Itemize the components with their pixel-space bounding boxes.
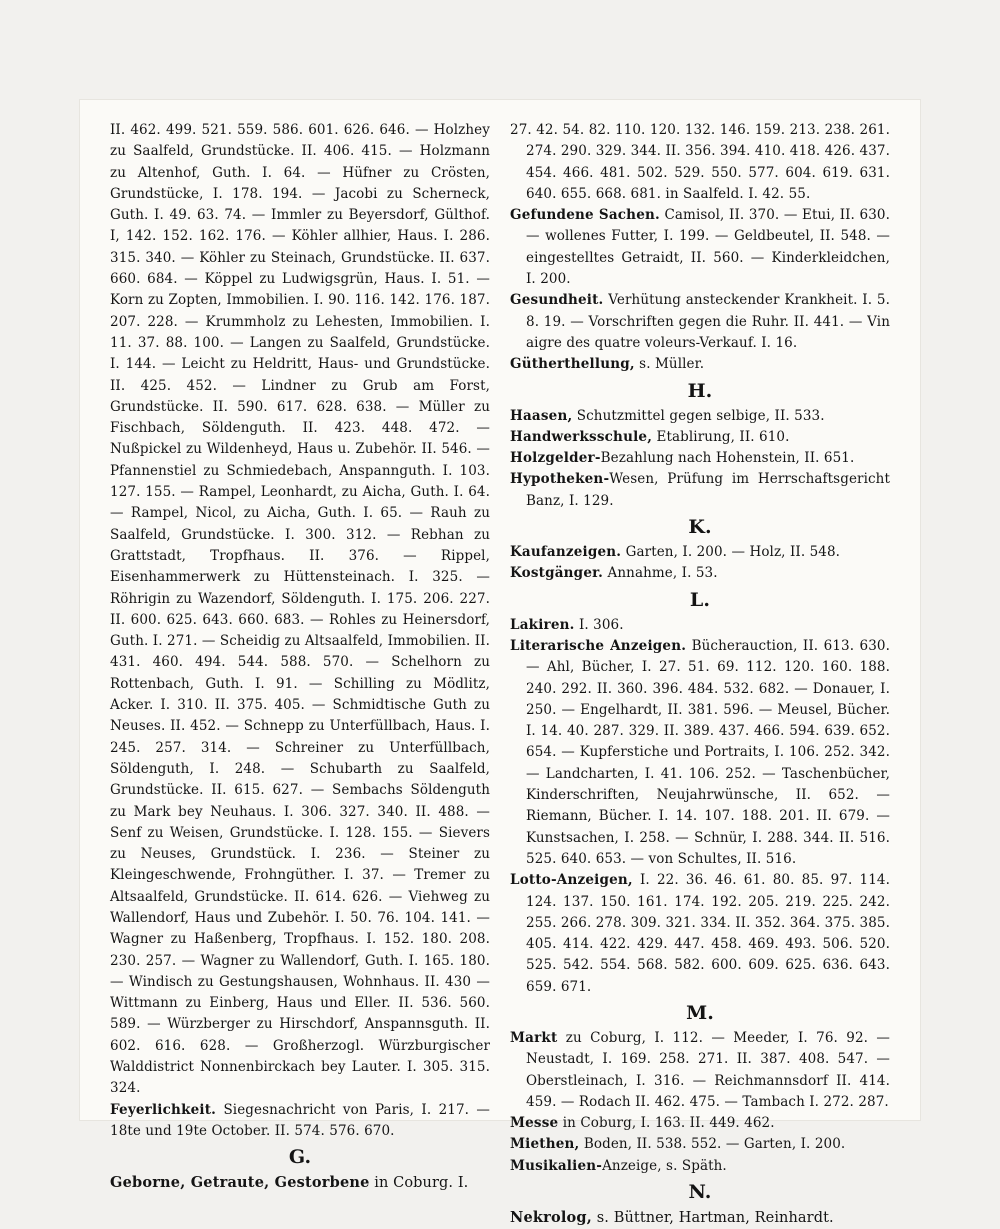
index-entry-musikalien — [510, 1156, 890, 1177]
left-column — [110, 120, 490, 1195]
index-page — [80, 100, 920, 1227]
index-entry-kostganger — [510, 563, 890, 584]
section-letter-g: G. — [288, 1146, 312, 1169]
entry-text: Bezahlung nach Hohenstein, II. 651. — [600, 450, 855, 467]
section-letter-k: K. — [688, 516, 712, 539]
entry-heading: Lotto-Anzeigen, — [510, 872, 633, 889]
entry-heading: Kostgänger. — [510, 565, 604, 582]
entry-heading: Kaufanzeigen. — [510, 544, 622, 561]
index-entry-gefundene-sachen — [510, 205, 890, 290]
entry-heading: Messe — [510, 1115, 559, 1132]
index-entry-haasen — [510, 406, 890, 427]
entry-heading: Haasen, — [510, 407, 573, 424]
index-entry-handwerksschule — [510, 427, 890, 448]
entry-heading: Hypotheken- — [510, 471, 610, 488]
index-entry-hypotheken — [510, 469, 890, 512]
entry-heading: Gesundheit. — [510, 292, 604, 309]
index-entry-markt — [510, 1028, 890, 1113]
entry-text: I. 306. — [578, 616, 624, 633]
index-entry-miethen — [510, 1134, 890, 1155]
right-column — [510, 120, 890, 1229]
index-entry-nekrolog — [510, 1207, 890, 1229]
index-entry-continuation: II. 462. 499. 521. 559. 586. 601. 626. 646. — Holzhey zu Saalfeld, Grundstücke. II. 406. 415. — Holzmann zu Altenhof, Guth. I. 64. — Hüfner zu Crösten, Grundstücke, I. 178. 194. — Jacobi zu Scherneck, Guth. I. 49. 63. 74. — Immler zu Beyersdorf, Gülthof. I, 142. 152. 162. 176. — Köhler allhier, Haus. I. 286. 315. 340. — Köhler zu Steinach, Grundstücke. II. 637. 660. 684. — Köppel zu Ludwigsgrün, Haus. I. 51. — Korn zu Zopten, Immobilien. I. 90. 116. 142. 176. 187. 207. 228. — Krummholz zu Lehesten, Immobilien. I. 11. 37. 88. 100. — Langen zu Saalfeld, Grundstücke. I. 144. — Leicht zu Heldritt, Haus- und Grundstücke. II. 425. 452. — Lindner zu Grub am Forst, Grundstücke. II. 590. 617. 628. 638. — Müller zu Fischbach, Söldenguth. II. 423. 448. 472. — Nußpickel zu Wildenheyd, Haus u. Zubehör. II. 546. — Pfannenstiel zu Schmiedebach, Anspannguth. I. 103. 127. 155. — Rampel, Leonhardt, zu Aicha, Guth. I. 64. — Rampel, Nicol, zu Aicha, Guth. I. 65. — Rauh zu Saalfeld, Grundstücke. I. 300. 312. — Rebhan zu Grattstadt, Tropfhaus. II. 376. — Rippel, Eisenhammerwerk zu Hüttensteinach. I. 325. — Röhrigin zu Wazendorf, Söldenguth. I. 175. 206. 227. II. 600. 625. 643. 660. 683. — Rohles zu Heinersdorf, Guth. I. 271. — Scheidig zu Altsaalfeld, Immobilien. II. 431. 460. 494. 544. 588. 570. — Schelhorn zu Rottenbach, Guth. I. 91. — Schilling zu Mödlitz, Acker. I. 310. II. 375. 405. — Schmidtische Guth zu Neuses. II. 452. — Schnepp zu Unterfüllbach, Haus. I. 245. 257. 314. — Schreiner zu Unterfüllbach, Söldenguth, I. 248. — Schubarth zu Saalfeld, Grundstücke. II. 615. 627. — Sembachs Söldenguth zu Mark bey Neuhaus. I. 306. 327. 340. II. 488. — Senf zu Weisen, Grundstücke. I. 128. 155. — Sievers zu Neuses, Grundstück. I. 236. — Steiner zu Kleingeschwende, Frohngüther. I. 37. — Tremer zu Altsaalfeld, Grundstücke. II. 614. 626. — Viehweg zu Wallendorf, Haus und Zubehör. I. 50. 76. 104. 141. — Wagner zu Haßenberg, Tropfhaus. I. 152. 180. 208. 230. 257. — Wagner zu Wallendorf, Guth. I. 165. 180. — Windisch zu Gestungshausen, Wohnhaus. II. 430 — Wittmann zu Einberg, Haus und Eller. II. 536. 560. 589. — Würzberger zu Hirschdorf, Anspannsguth. II. 602. 616. 628. — Großherzogl. Würzburgischer Walddistrict Nonnenbirckach bey Lauter. I. 305. 315. 324. — [110, 122, 490, 1097]
index-entry-literarische-anzeigen — [510, 636, 890, 870]
entry-heading: Gefundene Sachen. — [510, 207, 660, 224]
index-entry-feyerlichkeit — [110, 1100, 490, 1143]
section-letter-n: N. — [688, 1181, 712, 1204]
section-letter-h: H. — [687, 379, 713, 402]
section-letter-m: M. — [686, 1001, 714, 1024]
entry-text: zu Coburg, I. 112. — Meeder, I. 76. 92. — Neustadt, I. 169. 258. 271. II. 387. 408. 547. — Oberstleinach, I. 316. — Reichmannsdorf II. 414. 459. — Rodach II. 462. 475. — Tambach I. 272. 287. — [526, 1029, 890, 1110]
entry-heading: Holzgelder- — [510, 450, 601, 467]
entry-text: Garten, I. 200. — Holz, II. 548. — [625, 544, 841, 561]
index-entry-geborne — [110, 1172, 490, 1194]
entry-heading: Handwerksschule, — [510, 428, 653, 445]
entry-text: Bücherauction, II. 613. 630. — Ahl, Bücher, I. 27. 51. 69. 112. 120. 160. 188. 240. 292. II. 360. 396. 484. 532. 682. — Donauer, I. 250. — Engelhardt, II. 381. 596. — Meusel, Bücher. I. 14. 40. 287. 329. II. 389. 437. 466. 594. 639. 652. 654. — Kupferstiche und Portraits, I. 106. 252. 342. — Landcharten, I. 41. 106. 252. — Taschenbücher, Kinderschriften, Neujahrwünsche, II. 652. — Riemann, Bücher. I. 14. 107. 188. 201. II. 679. — Kunstsachen, I. 258. — Schnür, I. 288. 344. II. 516. 525. 640. 653. — von Schultes, II. 516. — [526, 637, 890, 867]
entry-heading: Musikalien- — [510, 1157, 603, 1174]
index-entry-lakiren — [510, 615, 890, 636]
index-entry-continuation: 27. 42. 54. 82. 110. 120. 132. 146. 159. 213. 238. 261. 274. 290. 329. 344. II. 356. 394. 410. 418. 426. 437. 454. 466. 481. 502. 529. 550. 577. 604. 619. 631. 640. 655. 668. 681. in Saalfeld. I. 42. 55. — [510, 122, 890, 202]
entry-text: s. Büttner, Hartman, Reinhardt. — [596, 1210, 834, 1227]
entry-heading: Lakiren. — [510, 616, 575, 633]
entry-text: Schutzmittel gegen selbige, II. 533. — [576, 407, 825, 424]
entry-text: Boden, II. 538. 552. — Garten, I. 200. — [583, 1136, 846, 1153]
entry-text: Siegesnachricht von Paris, I. 217. — 18te und 19te October. II. 574. 576. 670. — [110, 1101, 490, 1139]
index-entry-messe — [510, 1113, 890, 1134]
entry-heading: Nekrolog, — [510, 1209, 593, 1227]
index-entry-gesundheit — [510, 290, 890, 354]
entry-text: Camisol, II. 370. — Etui, II. 630. — wollenes Futter, I. 199. — Geldbeutel, II. 548. — eingestelltes Getraidt, II. 560. — Kinderkleidchen, I. 200. — [526, 207, 890, 288]
entry-heading: Geborne, Getraute, Gestorbene — [110, 1174, 370, 1192]
entry-text: Verhütung ansteckender Krankheit. I. 5. 8. 19. — Vorschriften gegen die Ruhr. II. 441. — Vin aigre des quatre voleurs-Verkauf. I. 16. — [526, 292, 890, 351]
entry-text: I. 22. 36. 46. 61. 80. 85. 97. 114. 124. 137. 150. 161. 174. 192. 205. 219. 225. 242. 255. 266. 278. 309. 321. 334. II. 352. 364. 375. 385. 405. 414. 422. 429. 447. 458. 469. 493. 506. 520. 525. 542. 554. 568. 582. 600. 609. 625. 636. 643. 659. 671. — [526, 872, 890, 995]
index-entry-gutherthellung — [510, 354, 890, 375]
section-letter-l: L. — [689, 588, 711, 611]
entry-text: in Coburg, I. 163. II. 449. 462. — [562, 1115, 775, 1132]
entry-heading: Feyerlichkeit. — [110, 1101, 217, 1118]
entry-text: s. Müller. — [639, 356, 705, 373]
entry-heading: Markt — [510, 1029, 558, 1046]
entry-heading: Miethen, — [510, 1136, 580, 1153]
index-entry-lotto-anzeigen — [510, 870, 890, 998]
entry-heading: Literarische Anzeigen. — [510, 637, 687, 654]
entry-text: in Coburg. I. — [374, 1175, 469, 1192]
index-entry-kaufanzeigen — [510, 542, 890, 563]
entry-text: Etablirung, II. 610. — [656, 428, 790, 445]
entry-text: Anzeige, s. Späth. — [602, 1157, 727, 1174]
entry-text: Annahme, I. 53. — [607, 565, 718, 582]
index-entry-holzgelder — [510, 448, 890, 469]
entry-text: Wesen, Prüfung im Herrschaftsgericht Banz, I. 129. — [526, 471, 890, 509]
entry-heading: Gütherthellung, — [510, 356, 635, 373]
